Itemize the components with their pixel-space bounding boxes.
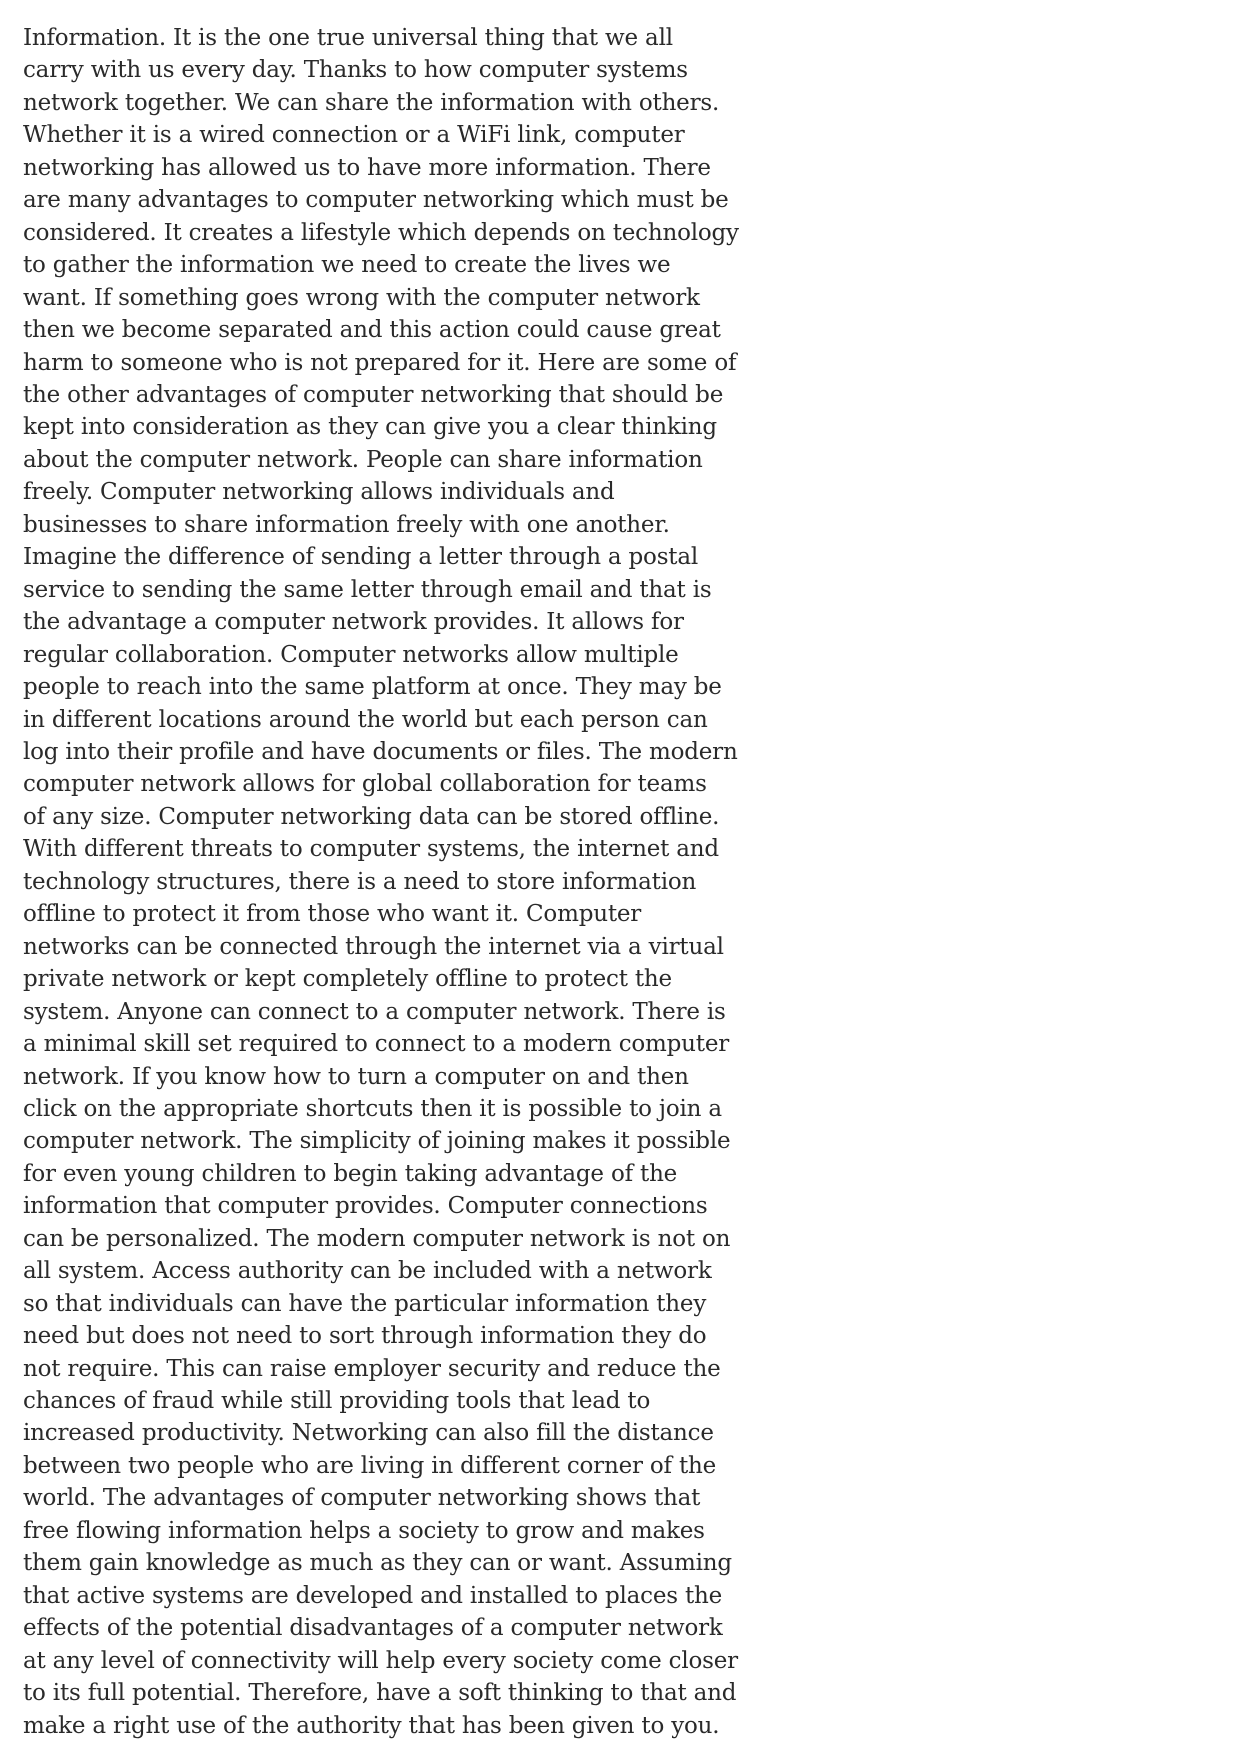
text-line: not require. This can raise employer security and reduce the [23,1355,721,1382]
text-line: service to sending the same letter through email and that is [23,576,712,603]
text-line: information that computer provides. Computer connections [23,1193,708,1220]
text-line: can be personalized. The modern computer network is not on [23,1225,731,1252]
text-line: Whether it is a wired connection or a WiFi link, computer [23,122,685,149]
text-line: people to reach into the same platform at once. They may be [23,674,722,701]
text-line: Information. It is the one true universal thing that we all [23,25,673,51]
text-line: world. The advantages of computer networking shows that [23,1485,701,1512]
text-line: network. If you know how to turn a computer on and then [23,1063,689,1090]
body-text [23,22,739,1742]
text-line: want. If something goes wrong with the computer network [23,284,700,311]
text-line: networks can be connected through the internet via a virtual [23,933,724,960]
text-line: the other advantages of computer networking that should be [23,381,724,408]
text-line: kept into consideration as they can give you a clear thinking [23,414,717,441]
text-line: all system. Access authority can be included with a network [23,1258,712,1285]
text-line: network together. We can share the information with others. [23,89,720,116]
text-line: in different locations around the world but each person can [23,706,708,733]
text-line: them gain knowledge as much as they can or want. Assuming [23,1550,732,1577]
text-line: to gather the information we need to create the lives we [23,252,671,279]
text-line: need but does not need to sort through information they do [23,1323,707,1350]
text-line: click on the appropriate shortcuts then it is possible to join a [23,1095,722,1122]
text-line: a minimal skill set required to connect to a modern computer [23,1031,730,1058]
text-line: computer network. The simplicity of joining makes it possible [23,1128,731,1155]
text-line: at any level of connectivity will help every society come closer [23,1647,738,1674]
text-line: chances of fraud while still providing tools that lead to [23,1388,651,1415]
text-line: so that individuals can have the particular information they [23,1290,707,1317]
text-line: system. Anyone can connect to a computer network. There is [23,998,726,1025]
text-line: offline to protect it from those who want it. Computer [23,901,642,928]
text-line: that active systems are developed and installed to places the [23,1582,723,1609]
text-line: businesses to share information freely with one another. [23,511,670,538]
text-line: to its full potential. Therefore, have a soft thinking to that and [23,1680,737,1707]
text-line: effects of the potential disadvantages of a computer network [23,1615,723,1642]
text-line: considered. It creates a lifestyle which depends on technology [23,219,739,246]
text-line: make a right use of the authority that has been given to you. [23,1712,720,1739]
text-line: Imagine the difference of sending a letter through a postal [23,544,699,571]
text-line: about the computer network. People can share information [23,446,703,473]
text-line: for even young children to begin taking advantage of the [23,1160,678,1187]
text-line: computer network allows for global collaboration for teams [23,771,707,798]
text-line: networking has allowed us to have more information. There [23,154,711,181]
text-line: freely. Computer networking allows individuals and [23,479,615,506]
text-line: free flowing information helps a society to grow and makes [23,1517,705,1544]
text-line: private network or kept completely offline to protect the [23,966,672,993]
text-line: the advantage a computer network provides. It allows for [23,609,684,636]
text-line: regular collaboration. Computer networks allow multiple [23,641,679,668]
text-line: carry with us every day. Thanks to how computer systems [23,57,688,84]
text-line: technology structures, there is a need to store information [23,868,697,895]
text-line: increased productivity. Networking can also fill the distance [23,1420,714,1447]
text-line: harm to someone who is not prepared for it. Here are some of [23,349,737,376]
text-line: With different threats to computer systems, the internet and [23,836,719,863]
text-line: are many advantages to computer networking which must be [23,187,729,214]
text-line: then we become separated and this action could cause great [23,317,721,344]
text-line: of any size. Computer networking data can be stored offline. [23,803,720,830]
text-line: log into their profile and have documents or files. The modern [23,738,738,765]
text-line: between two people who are living in different corner of the [23,1452,717,1479]
